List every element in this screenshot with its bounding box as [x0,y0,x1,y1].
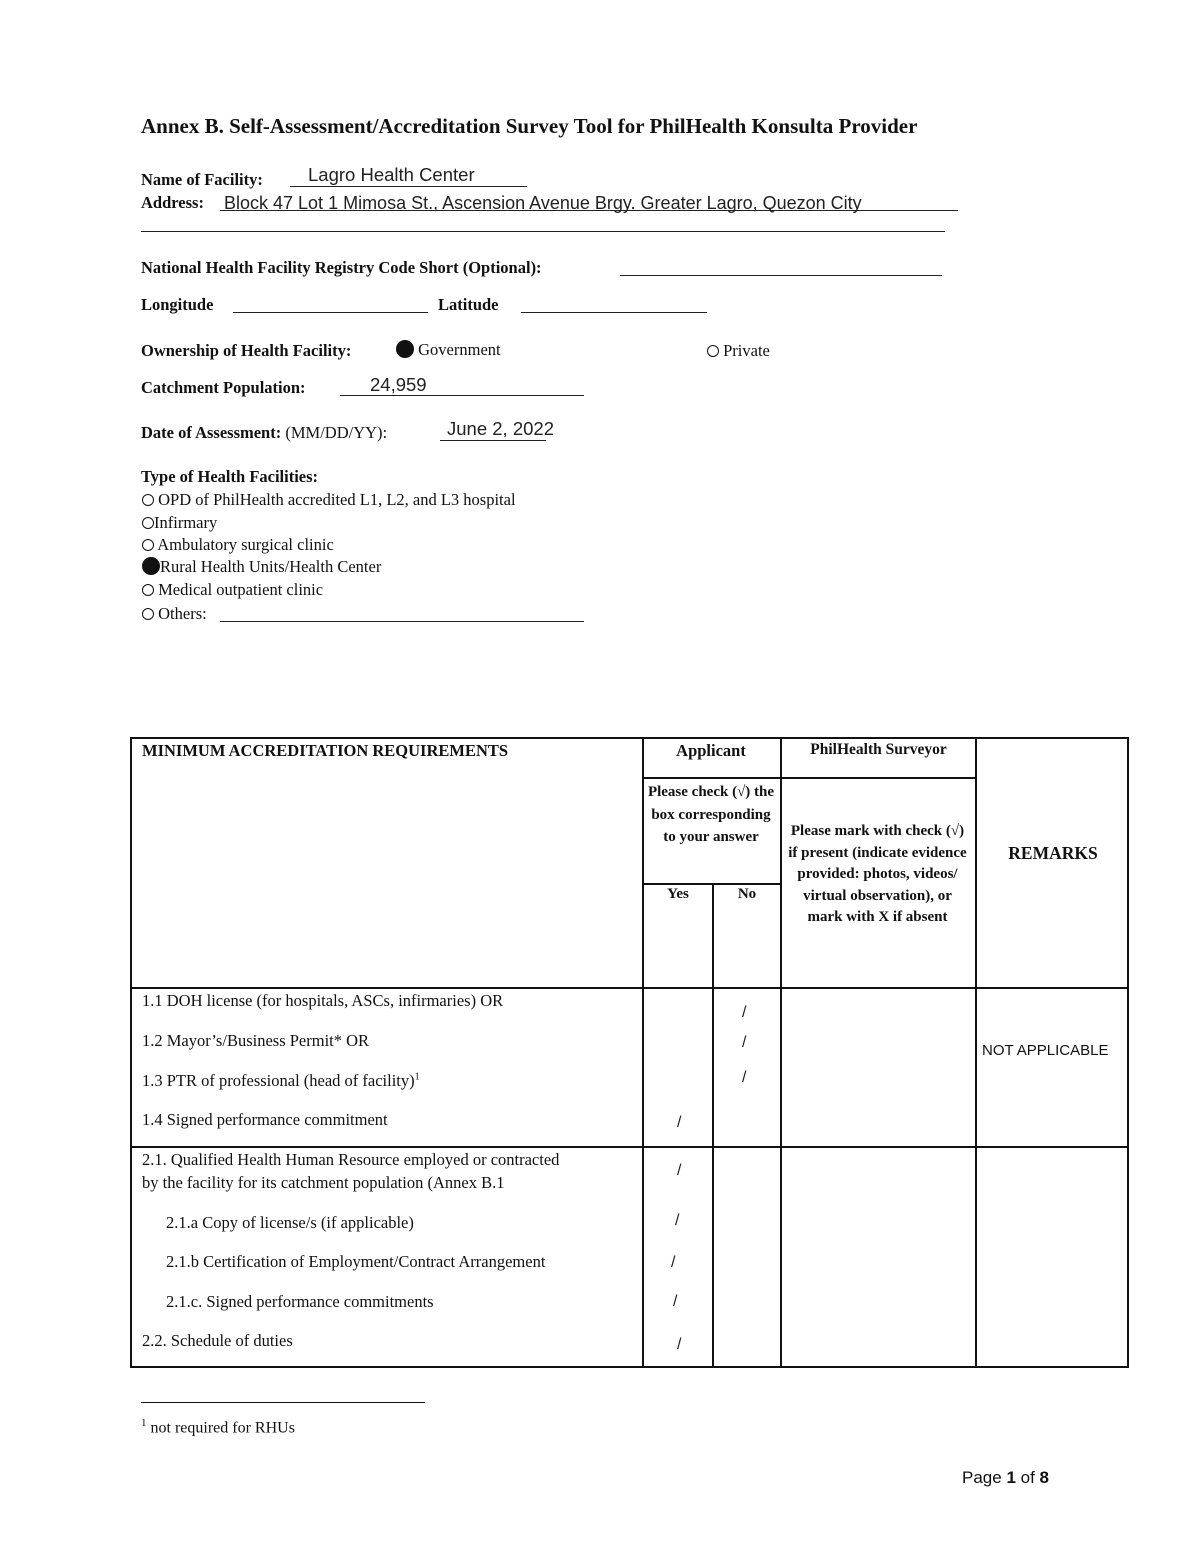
ownership-government-label: Government [418,340,501,359]
req-1-3-no-mark[interactable]: / [742,1069,747,1086]
col-divider [975,739,977,1366]
latitude-label: Latitude [438,295,499,314]
type-option-infirmary[interactable] [142,513,217,533]
col-header-surveyor: PhilHealth Surveyor [810,741,947,758]
catchment-label: Catchment Population: [141,378,306,397]
req-1-3-label [142,1071,420,1091]
footnote-text: not required for RHUs [150,1419,295,1437]
radio-empty-icon [142,584,154,596]
req-2-1-c-label: 2.1.c. Signed performance commitments [166,1292,434,1311]
col-divider [642,739,644,1366]
document-title: Annex B. Self-Assessment/Accreditation Survey Tool for PhilHealth Konsulta Provider [141,114,918,138]
req-1-4-label: 1.4 Signed performance commitment [142,1110,388,1129]
surveyor-instruction: Please mark with check (√) if present (indicate evidence provided: photos, videos/ virtual observation), or mark with X if absent [788,823,967,926]
date-format: (MM/DD/YY): [285,423,388,442]
req-1-4-yes-mark[interactable]: / [677,1114,682,1131]
page-total: 8 [1039,1468,1049,1487]
catchment-value[interactable]: 24,959 [370,374,427,395]
type-option-ambulatory[interactable] [142,535,334,555]
latitude-field[interactable] [521,312,707,313]
footnote [141,1417,295,1437]
req-2-1-yes-mark[interactable]: / [677,1162,682,1179]
type-option-label: OPD of PhilHealth accredited L1, L2, and L3 hospital [158,490,516,509]
col-header-no: No [737,886,757,902]
facility-name-underline [290,186,527,187]
facility-name-label: Name of Facility: [141,170,263,189]
ownership-label: Ownership of Health Facility: [141,341,352,360]
type-option-label: Others: [158,604,207,623]
type-option-label: Ambulatory surgical clinic [157,535,334,554]
req-1-2-label: 1.2 Mayor’s/Business Permit* OR [142,1031,370,1050]
date-underline [440,440,546,441]
footnote-divider [141,1402,425,1403]
type-option-label: Medical outpatient clinic [158,580,324,599]
address-label: Address: [141,193,204,212]
registry-code-label: National Health Facility Registry Code Short (Optional): [141,258,542,277]
radio-selected-icon [142,557,160,575]
req-1-2-no-mark[interactable]: / [742,1034,747,1051]
radio-empty-icon [142,517,154,529]
ownership-private-option[interactable] [707,341,770,361]
type-option-label: Infirmary [154,513,218,532]
col-header-remarks: REMARKS [1008,843,1098,863]
registry-code-field[interactable] [620,275,942,276]
ownership-government-option[interactable] [396,340,501,360]
col-header-applicant: Applicant [676,741,746,760]
ownership-private-label: Private [723,341,770,360]
facility-name-value[interactable]: Lagro Health Center [308,164,475,185]
radio-empty-icon [142,608,154,620]
footnote-marker: 1 [141,1417,147,1429]
page-prefix: Page [962,1468,1007,1487]
date-label-group [141,423,387,443]
type-option-hospital-opd[interactable] [142,490,516,510]
page-of: of [1015,1468,1040,1487]
facility-types-heading: Type of Health Facilities: [141,467,319,486]
type-option-medical-outpatient[interactable] [142,580,323,600]
col-divider [780,739,782,1366]
radio-empty-icon [142,539,154,551]
date-value[interactable]: June 2, 2022 [447,418,554,439]
req-2-1-line-2: by the facility for its catchment population (Annex B.1 [142,1173,505,1192]
row-divider [132,987,1127,989]
remarks-group-1[interactable]: NOT APPLICABLE [982,1042,1109,1059]
radio-empty-icon [707,345,719,357]
req-2-1-c-yes-mark[interactable]: / [673,1293,678,1310]
radio-selected-icon [396,340,414,358]
type-option-label: Rural Health Units/Health Center [160,557,382,576]
longitude-label: Longitude [141,295,214,314]
req-2-1-a-yes-mark[interactable]: / [675,1212,680,1229]
others-field[interactable] [220,621,584,622]
address-underline-2 [141,231,945,232]
req-2-1-line-1: 2.1. Qualified Health Human Resource employed or contracted [142,1150,560,1169]
radio-empty-icon [142,494,154,506]
type-option-others[interactable] [142,604,207,624]
address-value[interactable]: Block 47 Lot 1 Mimosa St., Ascension Avenue Brgy. Greater Lagro, Quezon City [224,193,862,213]
req-1-3-text: 1.3 PTR of professional (head of facility) [142,1071,415,1090]
type-option-rhu[interactable] [142,557,381,577]
address-underline-1 [220,210,958,211]
date-label: Date of Assessment: [141,423,282,442]
req-2-1-a-label: 2.1.a Copy of license/s (if applicable) [166,1213,414,1232]
req-2-2-label: 2.2. Schedule of duties [142,1331,293,1350]
req-2-1-b-label: 2.1.b Certification of Employment/Contract Arrangement [166,1252,546,1271]
requirements-table [130,737,1129,1368]
req-2-1-b-yes-mark[interactable]: / [671,1254,676,1271]
req-1-1-label: 1.1 DOH license (for hospitals, ASCs, infirmaries) OR [142,991,504,1010]
page-current: 1 [1006,1468,1016,1487]
footnote-ref: 1 [414,1071,420,1083]
req-2-2-yes-mark[interactable]: / [677,1336,682,1353]
col-header-requirements: MINIMUM ACCREDITATION REQUIREMENTS [142,741,509,760]
col-divider [712,883,714,1366]
row-divider [642,883,780,885]
req-1-1-no-mark[interactable]: / [742,1004,747,1021]
longitude-field[interactable] [233,312,428,313]
row-divider [132,1146,1127,1148]
col-header-yes: Yes [667,886,689,902]
applicant-instruction: Please check (√) the box corresponding to your answer [647,784,775,845]
row-divider [642,777,977,779]
page-number [962,1468,1049,1488]
